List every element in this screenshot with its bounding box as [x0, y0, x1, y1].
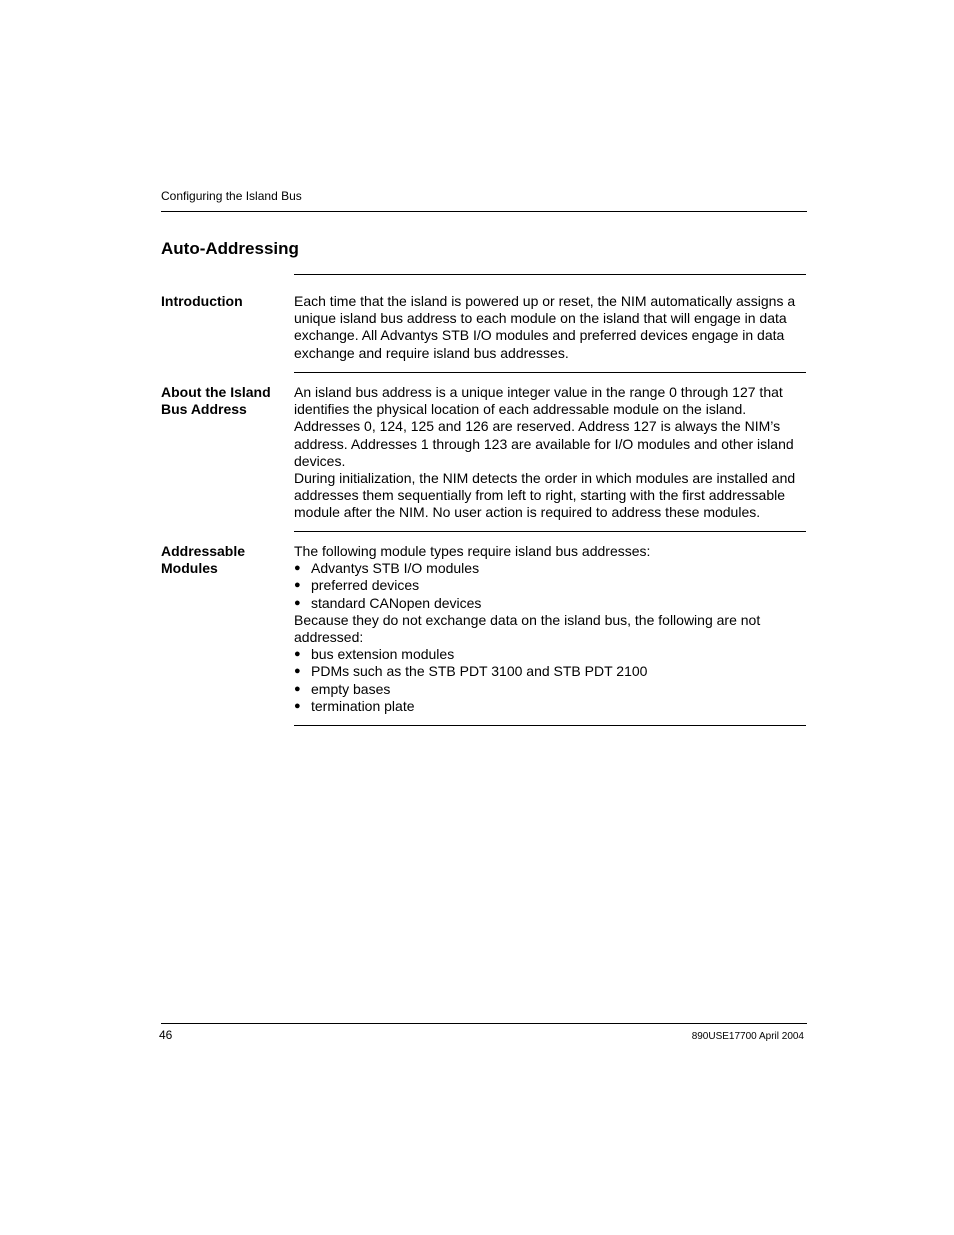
bullet-icon: ●	[294, 699, 301, 712]
list-item	[294, 595, 806, 612]
section-body-about-address	[294, 384, 806, 522]
section-rule-introduction	[294, 372, 806, 373]
list-item-text: bus extension modules	[311, 646, 455, 663]
list-item-text: termination plate	[311, 697, 415, 714]
body-paragraph: Each time that the island is powered up or reset, the NIM automatically assigns a unique island bus address to each module on the island that will engage in data exchange. All Advantys STB I/O modules and preferred devices engage in data exchange and require island bus addresses.	[294, 293, 796, 361]
section-label-line: About the Island	[161, 384, 271, 400]
bullet-icon: ●	[294, 562, 301, 575]
header-rule	[161, 211, 807, 212]
section-rule-addressable-modules	[294, 725, 806, 726]
section-label-line: Modules	[161, 560, 218, 577]
section-label-about-address	[161, 384, 286, 418]
list-item-text: standard CANopen devices	[311, 594, 482, 611]
body-paragraph: An island bus address is a unique integer value in the range 0 through 127 that identifies the physical location of each addressable module on the island. Addresses 0, 124, 125 and 126 are reserved. Address 127 is always the NIM’s address. Addresses 1 through 123 are available for I/O modules and other island devices.	[294, 384, 794, 469]
bullet-icon: ●	[294, 665, 301, 678]
footer-rule	[161, 1023, 807, 1024]
list-item	[294, 663, 806, 680]
list-item-text: PDMs such as the STB PDT 3100 and STB PDT 2100	[311, 663, 648, 680]
list-item-text: empty bases	[311, 680, 391, 697]
title-rule	[294, 274, 806, 275]
document-id: 890USE17700 April 2004	[691, 1031, 804, 1042]
section-label-addressable-modules	[161, 543, 286, 577]
section-label-line: Addressable	[161, 543, 246, 559]
list-item	[294, 681, 806, 698]
bullet-icon: ●	[294, 648, 301, 661]
body-paragraph: During initialization, the NIM detects the order in which modules are installed and addresses them sequentially from left to right, starting with the first addressable module after the NIM. No user action is required to address these modules.	[294, 470, 796, 521]
section-body-addressable-modules	[294, 543, 806, 715]
bullet-icon: ●	[294, 682, 301, 695]
list-item-text: Advantys STB I/O modules	[311, 560, 480, 577]
section-label-introduction	[161, 293, 286, 310]
not-addressed-list	[294, 646, 806, 715]
list-item	[294, 560, 806, 577]
body-paragraph: Because they do not exchange data on the island bus, the following are not addressed:	[294, 611, 761, 646]
page-number: 46	[159, 1028, 173, 1042]
body-paragraph: The following module types require island bus addresses:	[294, 543, 651, 559]
page-title: Auto-Addressing	[161, 239, 299, 258]
section-body-introduction	[294, 293, 806, 362]
required-modules-list	[294, 560, 806, 612]
list-item	[294, 698, 806, 715]
bullet-icon: ●	[294, 596, 301, 609]
section-rule-about-address	[294, 531, 806, 532]
bullet-icon: ●	[294, 579, 301, 592]
section-label-text: Introduction	[161, 293, 243, 309]
list-item	[294, 577, 806, 594]
section-label-line: Bus Address	[161, 401, 247, 418]
list-item	[294, 646, 806, 663]
list-item-text: preferred devices	[311, 577, 420, 594]
running-header: Configuring the Island Bus	[161, 189, 302, 203]
